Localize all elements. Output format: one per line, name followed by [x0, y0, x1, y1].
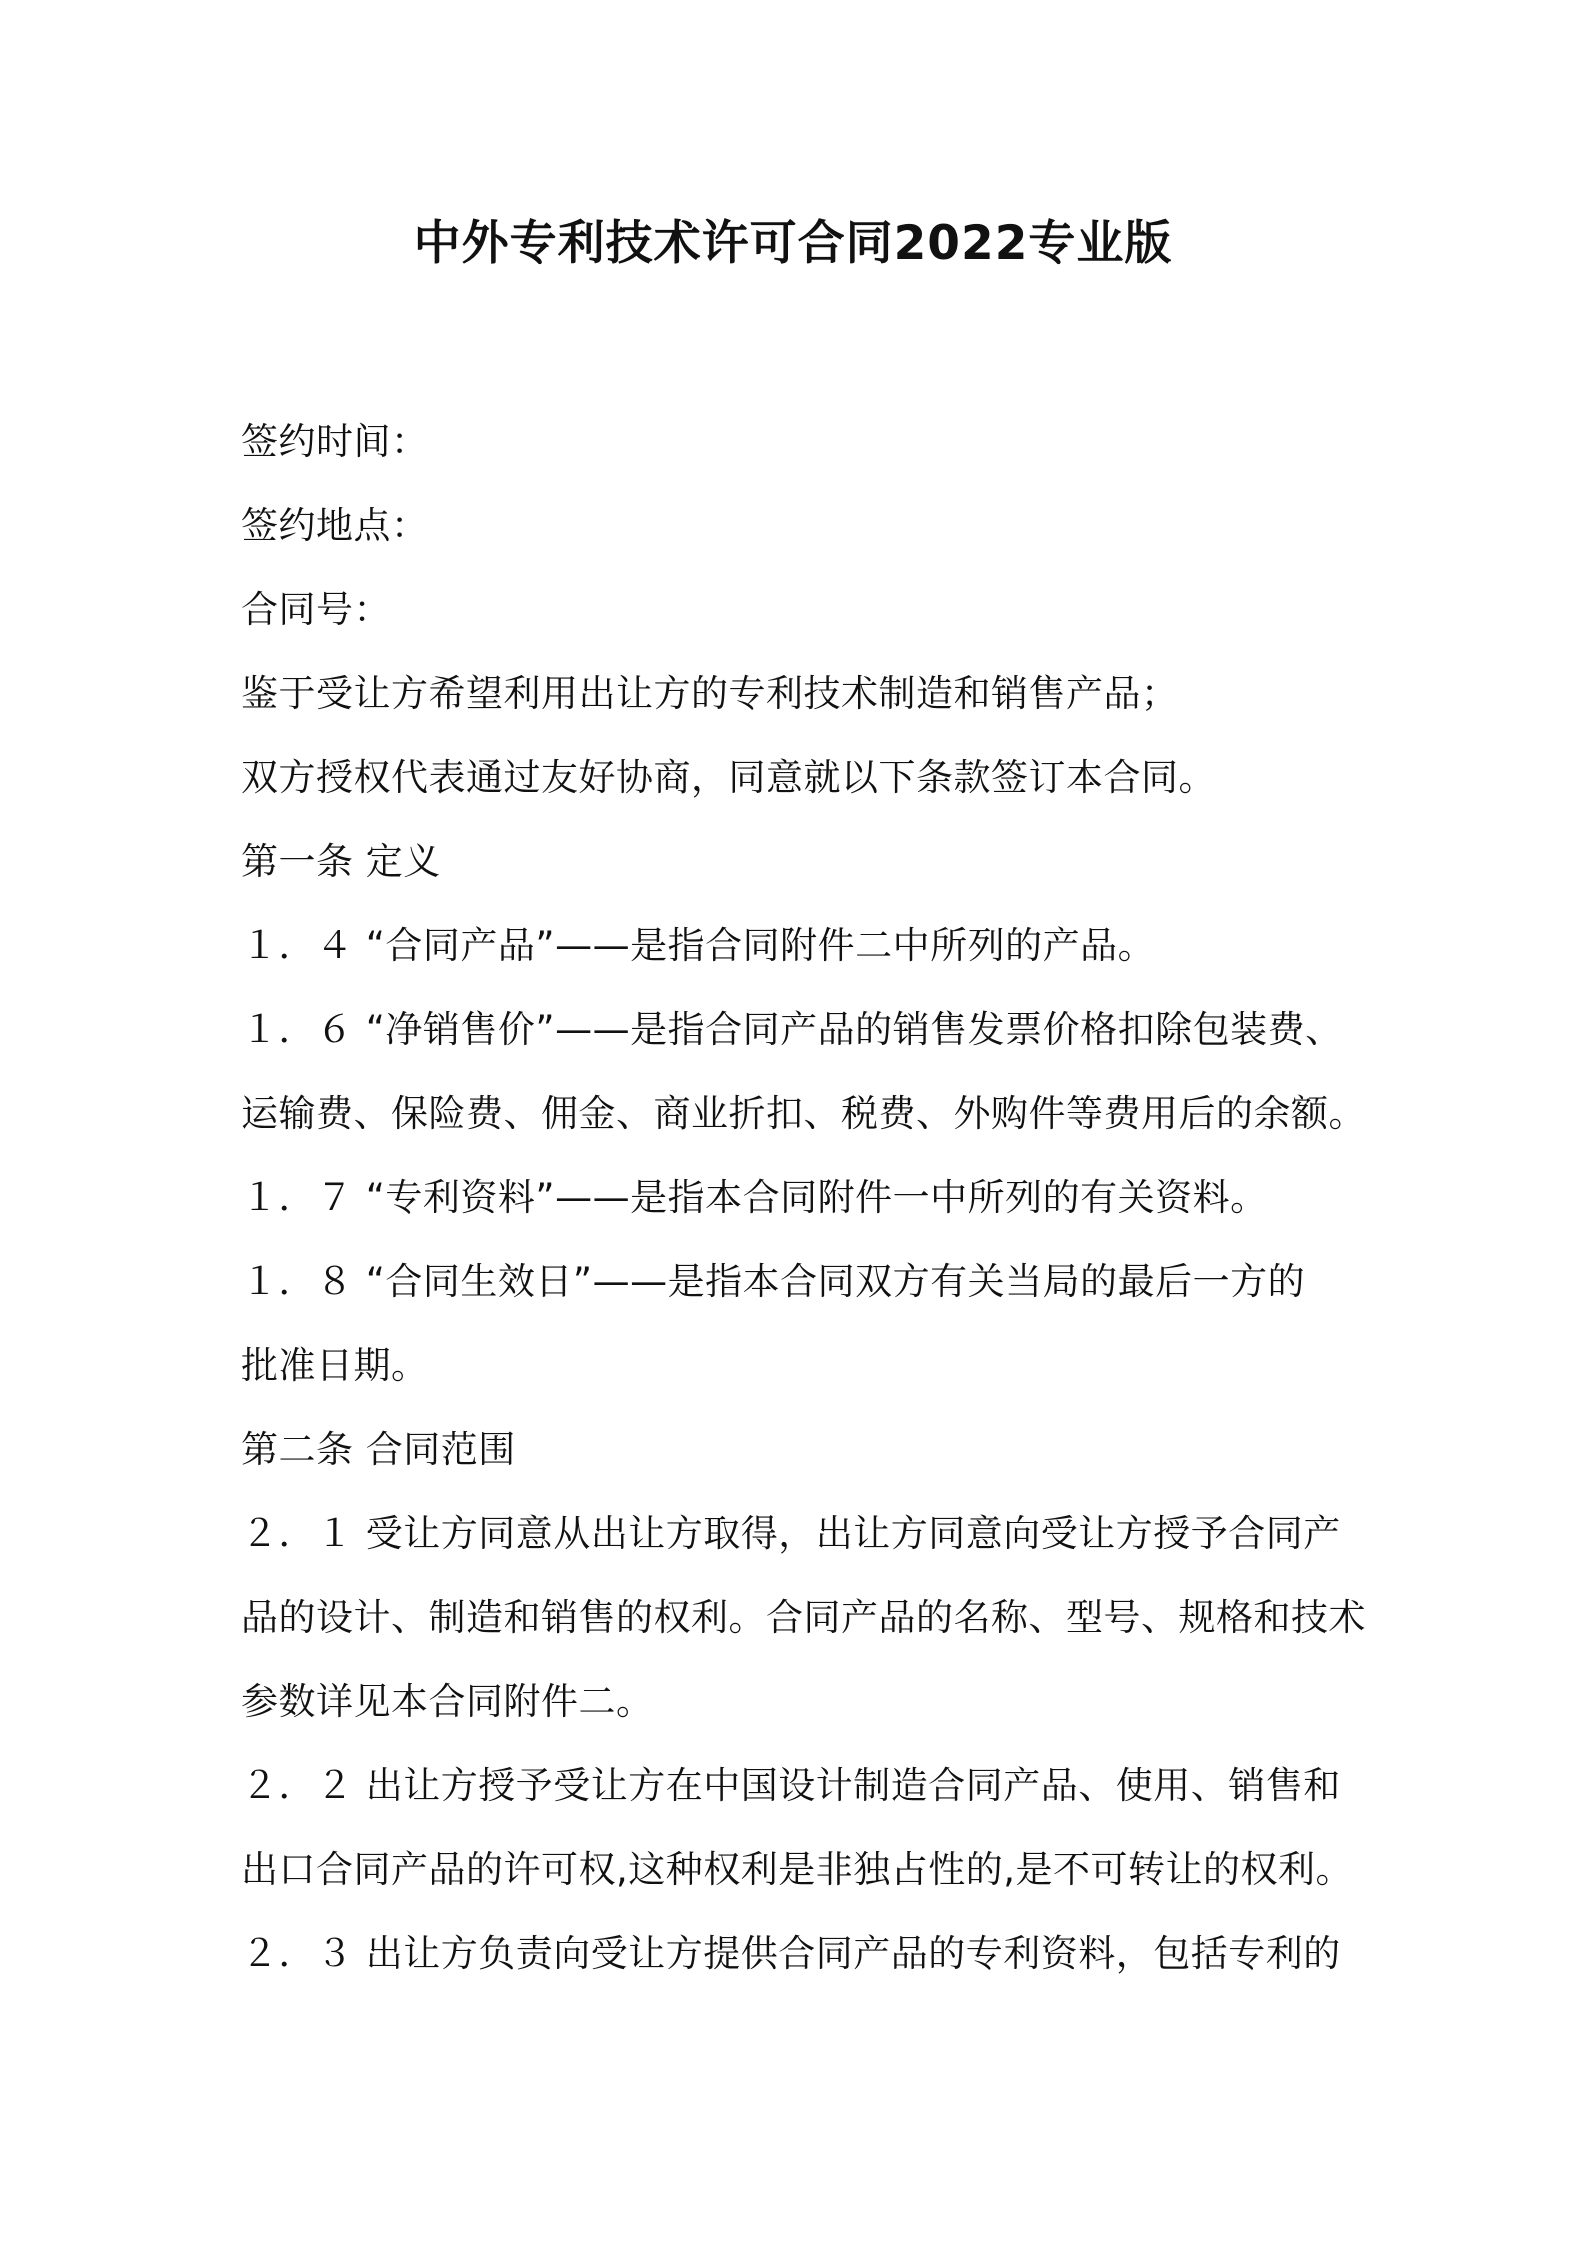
- clause-line: ２．１ 受让方同意从出让方取得，出让方同意向受让方授予合同产: [241, 1512, 1341, 1555]
- clause-line: ２．２ 出让方授予受让方在中国设计制造合同产品、使用、销售和: [241, 1764, 1341, 1807]
- preamble-line: 鉴于受让方希望利用出让方的专利技术制造和销售产品；: [241, 672, 1179, 715]
- clause-line: 出口合同产品的许可权,这种权利是非独占性的,是不可转让的权利。: [241, 1848, 1354, 1891]
- clause-line: １．７ “专利资料”——是指本合同附件一中所列的有关资料。: [241, 1176, 1268, 1219]
- clause-line: 品的设计、制造和销售的权利。合同产品的名称、型号、规格和技术: [241, 1596, 1366, 1639]
- signing-place-line: 签约地点：: [241, 504, 429, 547]
- clause-line: 运输费、保险费、佣金、商业折扣、税费、外购件等费用后的余额。: [241, 1092, 1366, 1135]
- clause-line: １．６ “净销售价”——是指合同产品的销售发票价格扣除包装费、: [241, 1008, 1343, 1051]
- contract-number-line: 合同号：: [241, 588, 391, 631]
- clause-line: ２．３ 出让方负责向受让方提供合同产品的专利资料，包括专利的: [241, 1932, 1341, 1975]
- document-body: [241, 400, 1371, 1996]
- clause-line: １．４ “合同产品”——是指合同附件二中所列的产品。: [241, 924, 1156, 967]
- document-title: 中外专利技术许可合同2022专业版: [413, 216, 1173, 271]
- article-heading: 第一条 定义: [241, 840, 441, 883]
- article-heading: 第二条 合同范围: [241, 1428, 516, 1471]
- preamble-line: 双方授权代表通过友好协商，同意就以下条款签订本合同。: [241, 756, 1216, 799]
- clause-line: 参数详见本合同附件二。: [241, 1680, 654, 1723]
- signing-time-line: 签约时间：: [241, 420, 429, 463]
- clause-line: １．８ “合同生效日”——是指本合同双方有关当局的最后一方的: [241, 1260, 1306, 1303]
- clause-line: 批准日期。: [241, 1344, 429, 1387]
